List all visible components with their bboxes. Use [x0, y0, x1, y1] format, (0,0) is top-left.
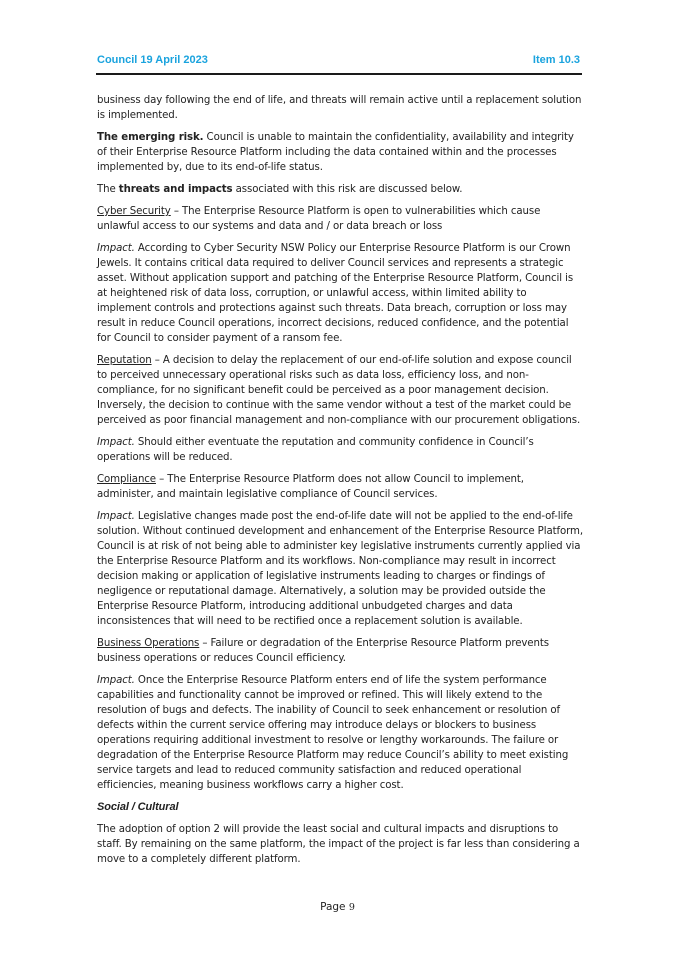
paragraph-cyber-security: Cyber Security – The Enterprise Resource Platform is open to vulnerabilities which cause unlawful access to our systems and data and / or data breach or loss	[97, 206, 541, 232]
paragraph-emerging-risk: The emerging risk. Council is unable to maintain the confidentiality, availability and integrity of their Enterprise Resource Platform including the data contained within and the processes implemented by, due to its end-of-life status.	[97, 132, 574, 173]
paragraph: business day following the end of life, and threats will remain active until a replacement solution is implemented.	[97, 95, 582, 121]
meeting-date: Council 19 April 2023	[97, 54, 208, 66]
section-heading-social-cultural: Social / Cultural	[97, 801, 179, 813]
reputation-label: Reputation	[97, 355, 152, 366]
paragraph-compliance: Compliance – The Enterprise Resource Platform does not allow Council to implement, administer, and maintain legislative compliance of Council services.	[97, 474, 524, 500]
paragraph-cyber-impact: Impact. According to Cyber Security NSW Policy our Enterprise Resource Platform is our Crown Jewels. It contains critical data required to deliver Council services and represents a strategic asset. Without application support and patching of the Enterprise Resource Platform, Council is at heightened risk of data loss, corruption, or unlawful access, within limited ability to implement controls and protections against such threats. Data breach, corruption or loss may result in reduce Council operations, incorrect decisions, reduced confidence, and the potential for Council to consider payment of a ransom fee.	[97, 243, 574, 344]
item-number: Item 10.3	[532, 54, 580, 66]
paragraph-social-cultural: The adoption of option 2 will provide the least social and cultural impacts and disruptions to staff. By remaining on the same platform, the impact of the project is far less than considering a move to a completely different platform.	[97, 824, 580, 865]
paragraph-threats-intro: The threats and impacts associated with this risk are discussed below.	[97, 184, 463, 195]
paragraph-reputation: Reputation – A decision to delay the replacement of our end-of-life solution and expose council to perceived unnecessary operational risks such as data loss, efficiency loss, and non-compliance, for no significant benefit could be perceived as a poor management decision. Inversely, the decision to continue with the same vendor without a test of the market could be perceived as poor financial management and non-compliance with our procurement obligations.	[97, 355, 581, 426]
paragraph-business-operations: Business Operations – Failure or degradation of the Enterprise Resource Platform prevents business operations or reduces Council efficiency.	[97, 638, 549, 664]
cyber-security-label: Cyber Security	[97, 206, 171, 217]
page-number: 9	[348, 902, 355, 913]
compliance-label: Compliance	[97, 474, 156, 485]
page-footer	[0, 901, 675, 913]
paragraph-business-impact: Impact. Once the Enterprise Resource Platform enters end of life the system performance capabilities and functionality cannot be improved or refined. This will likely extend to the resolution of bugs and defects. The inability of Council to seek enhancement or resolution of defects within the current service offering may introduce delays or blockers to business operations requiring additional investment to resolve or lengthy workarounds. The failure or degradation of the Enterprise Resource Platform may reduce Council’s ability to meet existing service targets and lead to reduced community satisfaction and reduced operational efficiencies, meaning business workflows carry a higher cost.	[97, 675, 569, 791]
paragraph-compliance-impact: Impact. Legislative changes made post the end-of-life date will not be applied to the end-of-life solution. Without continued development and enhancement of the Enterprise Resource Platform, Council is at risk of not being able to administer key legislative instruments currently applied via the Enterprise Resource Platform and its workflows. Non-compliance may result in incorrect decision making or application of legislative instruments leading to charges or findings of negligence or reputational damage. Alternatively, a solution may be provided outside the Enterprise Resource Platform, introducing additional unbudgeted charges and data inconsistences that will need to be rectified once a replacement solution is available.	[97, 511, 583, 627]
paragraph-reputation-impact: Impact. Should either eventuate the reputation and community confidence in Council’s operations will be reduced.	[97, 437, 534, 463]
business-operations-label: Business Operations	[97, 638, 200, 649]
body-content	[97, 93, 583, 874]
page-header	[96, 54, 582, 75]
page-label: Page	[320, 901, 346, 913]
